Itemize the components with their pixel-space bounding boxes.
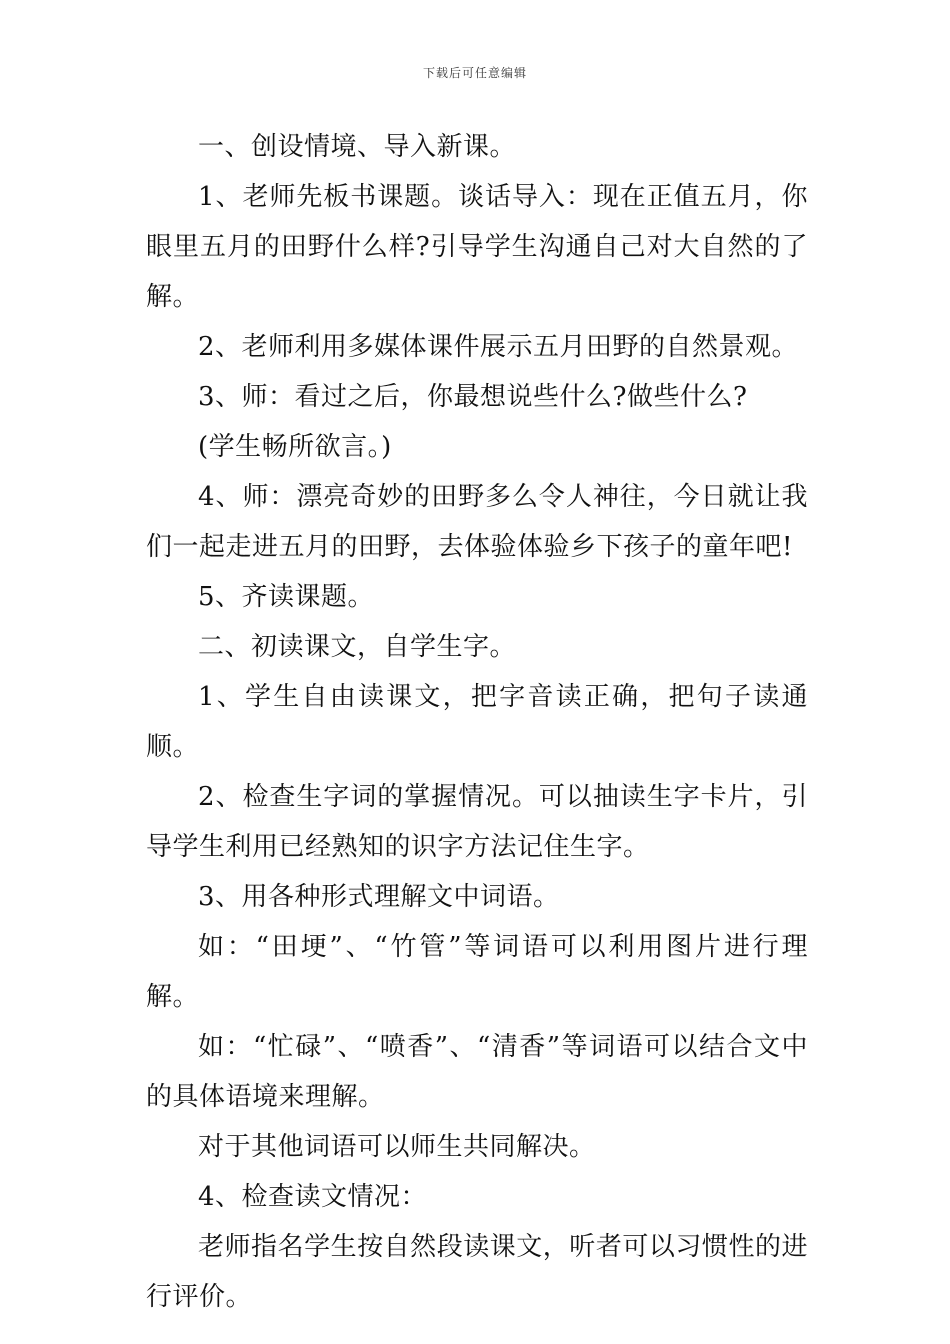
paragraph: 5、齐读课题。 [198,582,375,612]
paragraph: 3、师：看过之后，你最想说些什么?做些什么? [198,382,748,412]
paragraph: 1、学生自由读课文，把字音读正确，把句子读通顺。 [146,682,808,762]
paragraph: 1、老师先板书课题。谈话导入：现在正值五月，你眼里五月的田野什么样?引导学生沟通自己对大自然的了解。 [146,182,808,312]
paragraph: 4、师：漂亮奇妙的田野多么令人神往，今日就让我们一起走进五月的田野，去体验体验乡下孩子的童年吧! [146,482,808,562]
paragraph: 对于其他词语可以师生共同解决。 [198,1132,596,1162]
paragraph: 4、检查读文情况： [198,1182,428,1212]
section-heading-2: 二、初读课文，自学生字。 [198,632,517,662]
paragraph: 2、老师利用多媒体课件展示五月田野的自然景观。 [198,332,799,362]
paragraph: 老师指名学生按自然段读课文，听者可以习惯性的进行评价。 [146,1232,808,1312]
document-body [146,122,808,1322]
section-heading-1: 一、创设情境、导入新课。 [198,132,517,162]
paragraph: 如：“忙碌”、“喷香”、“清香”等词语可以结合文中的具体语境来理解。 [146,1032,808,1112]
page-header: 下载后可任意编辑 [422,66,527,80]
paragraph: 2、检查生字词的掌握情况。可以抽读生字卡片，引导学生利用已经熟知的识字方法记住生字。 [146,782,808,862]
paragraph: 如：“田埂”、“竹管”等词语可以利用图片进行理解。 [146,932,808,1012]
paragraph: 3、用各种形式理解文中词语。 [198,882,560,912]
paragraph: (学生畅所欲言。) [198,432,392,462]
